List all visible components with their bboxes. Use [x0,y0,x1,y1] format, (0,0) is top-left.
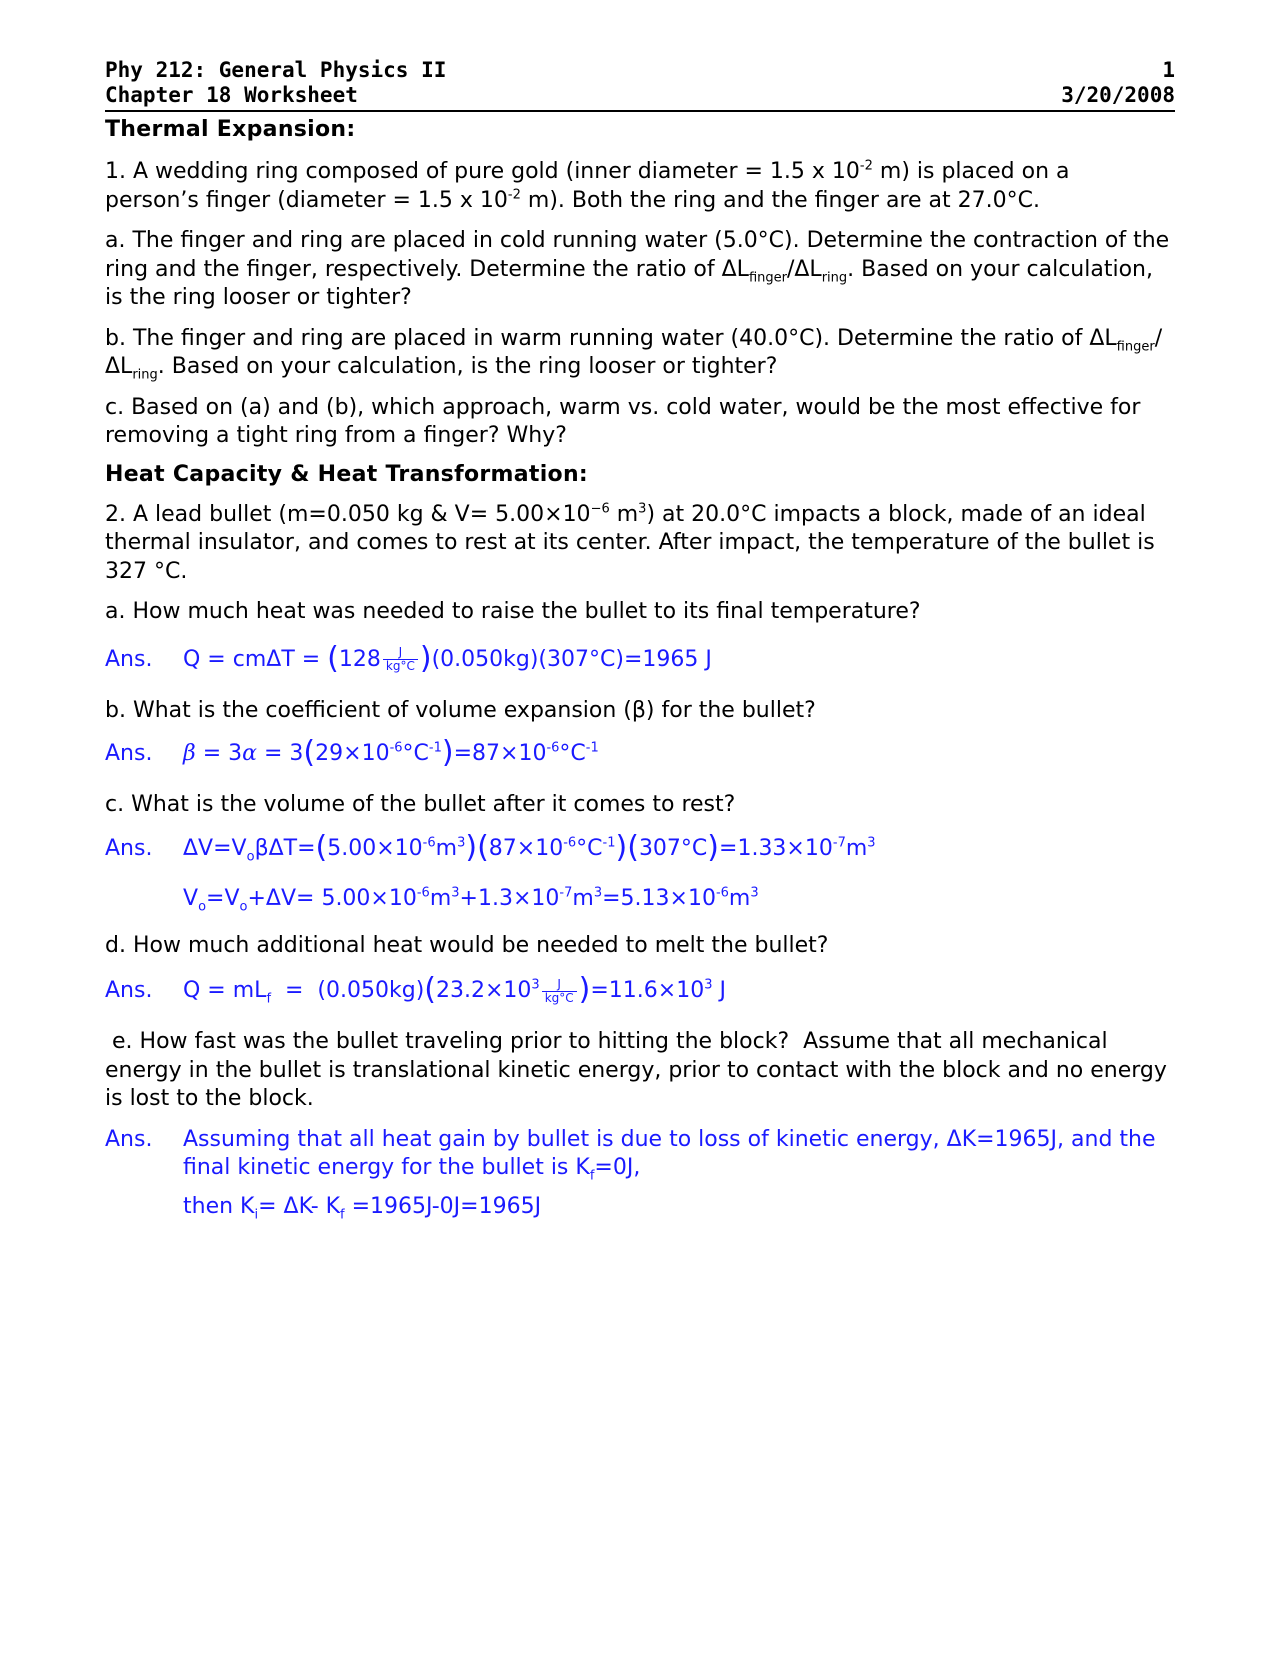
section-thermal-expansion: Thermal Expansion: [105,117,356,142]
answer-2c-line2: $V_o=V_o+\Delta V= 5.00\times 10^{-6}m^3+1.3\times 10^{-7}m^3=5.13\times 10^{-6}m^3$ [183,885,759,914]
answer-2c-line1: Ans. $\Delta V=V_o\beta\Delta T=(5.00\times 10^{-6}m^3)(87\times 10^{-6}^\circ C^{-1})(307^\circ C)=1.33\times 10^{-7}m^3$ [105,829,876,865]
question-2c: c. What is the volume of the bullet after it comes to rest? [105,792,736,817]
section-heat-capacity: Heat Capacity & Heat Transformation: [105,461,589,487]
course-title: Phy 212: General Physics II [105,58,447,82]
answer-label: Ans. [105,646,153,672]
worksheet-page [105,58,1175,1221]
answer-2a: Ans. Q = cmΔT = (128 $\frac{J}{kg^\circ C}$ )(0.050kg)(307°C)=1965 J [105,640,712,676]
question-2b: b. What is the coefficient of volume expansion (β) for the bullet? [105,697,816,723]
question-1a: a. The finger and ring are placed in cold running water (5.0°C). Determine the contraction of the ring and the finger, respectively. Determine the ratio of $\Delta L_{finger}/\Delta L_{ring}$. Based on your calculation, is the ring looser or tighter? [105,228,1170,310]
question-2e: e. How fast was the bullet traveling prior to hitting the block? Assume that all mechanical energy in the bullet is translational kinetic energy, prior to contact with the block and no energy is lost to the block. [105,1029,1174,1111]
answer-2b: Ans. $\beta = 3\alpha = 3(29\times 10^{-6}^\circ C^{-1})=87\times 10^{-6}^\circ C^{-1}$ [105,735,599,770]
header-row-1 [105,58,1175,83]
answer-2e: Ans. Assuming that all heat gain by bullet is due to loss of kinetic energy, ΔK=1965J, and the final kinetic energy for the bullet is $K_f=0J$, then $K_i= \Delta K-$ $K_f =1965J-0J=1965J$ [105,1126,1175,1222]
question-1c: c. Based on (a) and (b), which approach, warm vs. cold water, would be the most effective for removing a tight ring from a finger? Why? [105,394,1141,448]
question-2d: d. How much additional heat would be needed to melt the bullet? [105,932,829,958]
worksheet-date: 3/20/2008 [1061,83,1175,107]
unit-fraction: $\frac{J}{kg^\circ C}$ [542,978,577,1005]
question-2a: a. How much heat was needed to raise the bullet to its final temperature? [105,599,921,624]
answer-2e-line1: Assuming that all heat gain by bullet is due to loss of kinetic energy, ΔK=1965J, and the final kinetic energy for the bullet is $K_f=0J$, [183,1126,1156,1184]
answer-2d: Ans. $Q = mL_f = (0.050kg)(23.2\times 10^3$ $\frac{J}{kg^\circ C}$ )$=11.6\times 10^3$ J [105,972,726,1007]
worksheet-title: Chapter 18 Worksheet [105,83,358,107]
question-1b: b. The finger and ring are placed in warm running water (40.0°C). Determine the ratio of $\Delta L_{finger}/\Delta L_{ring}$. Based on your calculation, is the ring looser or tighter? [105,325,1163,383]
question-1: 1. A wedding ring composed of pure gold (inner diameter = 1.5 x $10^{-2}$ m) is placed on a person’s finger (diameter = 1.5 x $10^{-2}$ m). Both the ring and the finger are at 27.0°C. [105,158,1070,213]
header-row-2 [105,83,1175,108]
page-number: 1 [1162,58,1175,82]
header-divider [105,110,1175,112]
answer-2e-line2: then $K_i= \Delta K-$ $K_f =1965J-0J=1965J$ [183,1193,542,1222]
unit-fraction: $\frac{J}{kg^\circ C}$ [383,646,418,673]
question-2: 2. A lead bullet (m=0.050 kg & $V= 5.00\times 10^{-6}$ $m^3$) at 20.0°C impacts a block, made of an ideal thermal insulator, and comes to rest at its center. After impact, the temperature of the bullet is 327 °C. [105,501,1155,584]
